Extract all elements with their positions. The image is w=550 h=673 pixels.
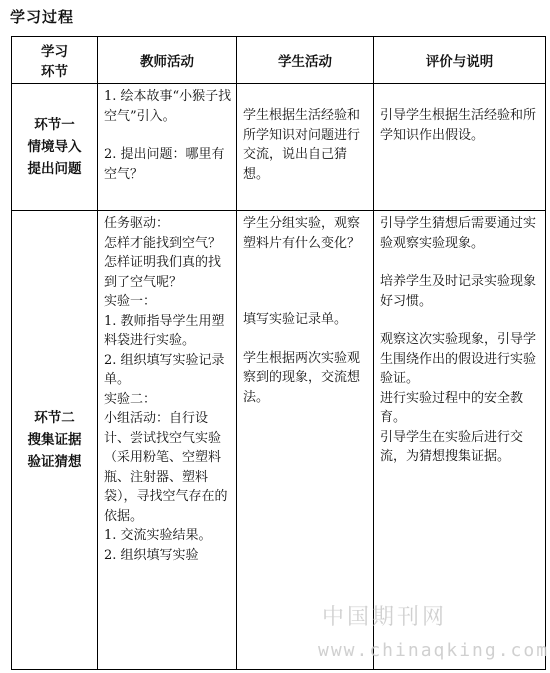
teacher-line: 1. 交流实验结果。 — [104, 528, 212, 543]
stage-cell — [12, 211, 98, 670]
teacher-line: 1. 绘本故事“小猴子找空气”引入。 — [104, 89, 232, 124]
teacher-activity-cell — [98, 211, 237, 670]
spacer — [243, 87, 369, 106]
stage-line: 环节二 — [34, 410, 75, 426]
student-activity-cell — [237, 84, 374, 211]
stage-line: 情境导入 — [27, 139, 82, 155]
spacer — [243, 330, 369, 349]
stage-line: 环节一 — [34, 117, 75, 133]
evaluation-line: 引导学生在实验后进行交流，为猜想搜集证据。 — [380, 429, 524, 464]
header-stage-line-1: 学习 — [41, 44, 68, 60]
teacher-line: 任务驱动： — [104, 216, 170, 231]
spacer — [243, 291, 369, 310]
evaluation-line: 观察这次实验现象，引导学生围绕作出的假设进行实验验证。 — [380, 332, 537, 386]
student-line: 填写实验记录单。 — [243, 312, 348, 327]
spacer — [104, 126, 232, 145]
table-row — [12, 211, 546, 670]
evaluation-cell — [374, 84, 546, 211]
header-teacher: 教师活动 — [98, 37, 237, 84]
watermark-url: www.chinaqking.com — [318, 640, 550, 661]
header-stage-line-2: 环节 — [41, 64, 68, 80]
header-stage — [12, 37, 98, 84]
student-line: 学生分组实验，观察塑料片有什么变化？ — [243, 216, 361, 251]
table-row — [12, 84, 546, 211]
spacer — [380, 311, 541, 330]
teacher-line: 怎样才能找到空气？怎样证明我们真的找到了空气呢？ — [104, 235, 222, 290]
section-title: 学习过程 — [10, 8, 75, 26]
student-line: 学生根据生活经验和所学知识对问题进行交流，说出自己猜想。 — [243, 108, 361, 182]
evaluation-line: 进行实验过程中的安全教育。 — [380, 390, 524, 425]
teacher-line: 实验一： — [104, 294, 157, 309]
teacher-line: 实验二： — [104, 391, 157, 407]
spacer — [380, 253, 541, 272]
watermark-name: 中国期刊网 — [322, 605, 448, 630]
evaluation-line: 引导学生根据生活经验和所学知识作出假设。 — [380, 108, 537, 143]
student-line: 学生根据两次实验观察到的现象，交流想法。 — [243, 350, 361, 405]
stage-line: 验证猜想 — [27, 454, 82, 470]
teacher-line: 1. 教师指导学生用塑料袋进行实验。 — [104, 313, 225, 348]
teacher-line: 2. 组织填写实验记录单。 — [104, 352, 225, 387]
header-student: 学生活动 — [237, 37, 374, 84]
teacher-line: 2. 组织填写实验 — [104, 547, 199, 563]
teacher-line: 小组活动：自行设计、尝试找空气实验（采用粉笔、空塑料瓶、注射器、塑料袋），寻找空气存在的依据。 — [104, 411, 228, 524]
stage-cell — [12, 84, 98, 211]
evaluation-line: 引导学生猜想后需要通过实验观察实验现象。 — [380, 216, 537, 251]
evaluation-line: 培养学生及时记录实验现象好习惯。 — [380, 274, 537, 309]
teacher-activity-cell — [98, 84, 237, 211]
table-header-row — [12, 37, 546, 84]
spacer — [243, 272, 369, 291]
spacer — [243, 253, 369, 272]
stage-line: 提出问题 — [27, 161, 82, 177]
header-evaluation: 评价与说明 — [374, 37, 546, 84]
lesson-process-table — [11, 36, 546, 670]
teacher-line: 2. 提出问题：哪里有空气？ — [104, 147, 225, 182]
spacer — [380, 87, 541, 106]
stage-line: 搜集证据 — [27, 432, 82, 448]
